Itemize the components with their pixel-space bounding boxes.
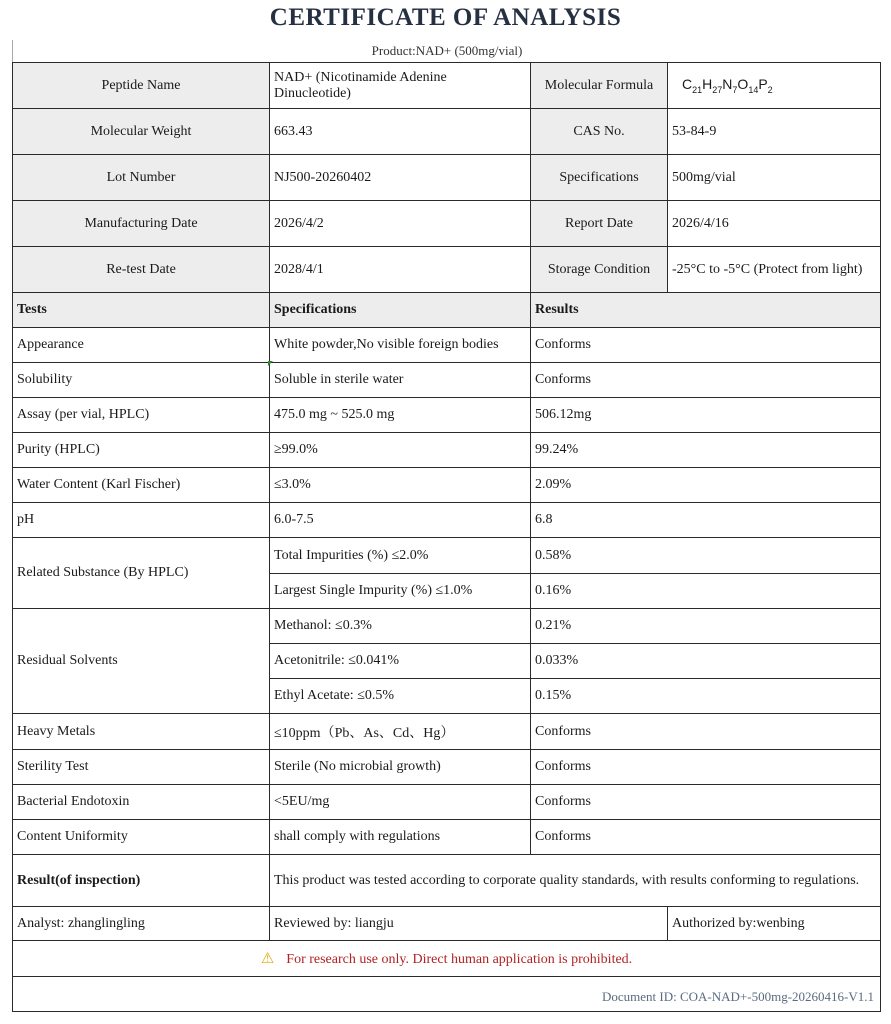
test-spec: Sterile (No microbial growth) [270,750,531,785]
test-name: Appearance [13,328,270,363]
retest-date-value: 2028/4/1 [270,247,531,293]
related-substance-name: Related Substance (By HPLC) [13,538,270,609]
test-spec: <5EU/mg [270,785,531,820]
test-spec: Total Impurities (%) ≤2.0% [270,538,531,574]
report-date-value: 2026/4/16 [668,201,881,247]
test-spec: 475.0 mg ~ 525.0 mg [270,398,531,433]
signatures-row [13,907,881,941]
test-result: Conforms [531,363,881,398]
manufacturing-date-label: Manufacturing Date [13,201,270,247]
test-name: Purity (HPLC) [13,433,270,468]
results-header: Results [531,293,881,328]
test-spec: shall comply with regulations [270,820,531,855]
test-result: 99.24% [531,433,881,468]
test-spec: 6.0-7.5 [270,503,531,538]
storage-condition-label: Storage Condition [531,247,668,293]
result-inspection-label: Result(of inspection) [13,855,270,907]
table-row [13,750,881,785]
warning-triangle-icon: ⚠ [260,951,275,967]
test-result: Conforms [531,785,881,820]
lot-number-value: NJ500-20260402 [270,155,531,201]
specifications-label: Specifications [531,155,668,201]
test-result: Conforms [531,750,881,785]
test-result: 506.12mg [531,398,881,433]
product-subtitle: Product:NAD+ (500mg/vial) [12,40,881,62]
retest-date-label: Re-test Date [13,247,270,293]
test-name: pH [13,503,270,538]
test-result: 6.8 [531,503,881,538]
test-result: 2.09% [531,468,881,503]
test-result: 0.033% [531,644,881,679]
specifications-value: 500mg/vial [668,155,881,201]
reviewed-signature: Reviewed by: liangju [270,907,668,941]
table-row [13,609,881,644]
authorized-signature: Authorized by:wenbing [668,907,881,941]
table-row [13,328,881,363]
row-manufacturing-date [13,201,881,247]
test-spec: ≤3.0% [270,468,531,503]
molecular-weight-label: Molecular Weight [13,109,270,155]
table-row [13,363,881,398]
tests-header: Tests [13,293,270,328]
document-id-row [13,977,881,1012]
molecular-weight-value: 663.43 [270,109,531,155]
test-result: 0.16% [531,574,881,609]
result-inspection-row [13,855,881,907]
molecular-formula-label: Molecular Formula [531,63,668,109]
test-result: 0.21% [531,609,881,644]
peptide-name-label: Peptide Name [13,63,270,109]
test-result: Conforms [531,820,881,855]
coa-table [12,62,881,1012]
test-spec: White powder,No visible foreign bodies [270,328,531,363]
cas-label: CAS No. [531,109,668,155]
result-inspection-text: This product was tested according to corporate quality standards, with results conforming to regulations. [270,855,881,907]
warning-row [13,941,881,977]
test-name: Heavy Metals [13,714,270,750]
peptide-name-value: NAD+ (Nicotinamide Adenine Dinucleotide) [270,63,531,109]
test-spec: Methanol: ≤0.3% [270,609,531,644]
table-row [13,785,881,820]
test-name: Assay (per vial, HPLC) [13,398,270,433]
analyst-signature: Analyst: zhanglingling [13,907,270,941]
warning-banner [13,941,881,977]
test-spec: ≥99.0% [270,433,531,468]
report-date-label: Report Date [531,201,668,247]
document-id: Document ID: COA-NAD+-500mg-20260416-V1.1 [13,977,881,1012]
test-result: 0.58% [531,538,881,574]
test-result: Conforms [531,714,881,750]
lot-number-label: Lot Number [13,155,270,201]
test-spec: Soluble in sterile water [270,363,531,398]
table-row [13,398,881,433]
table-row [13,820,881,855]
table-row [13,503,881,538]
table-row [13,433,881,468]
residual-solvents-name: Residual Solvents [13,609,270,714]
manufacturing-date-value: 2026/4/2 [270,201,531,247]
test-result: 0.15% [531,679,881,714]
warning-text: For research use only. Direct human application is prohibited. [286,952,633,967]
specifications-header: Specifications [270,293,531,328]
table-row [13,538,881,574]
cell-comment-marker-icon [268,361,273,366]
row-retest-date [13,247,881,293]
table-row [13,468,881,503]
test-name: Content Uniformity [13,820,270,855]
tests-header-row [13,293,881,328]
test-spec: ≤10ppm（Pb、As、Cd、Hg） [270,714,531,750]
test-spec: Largest Single Impurity (%) ≤1.0% [270,574,531,609]
page-title: CERTIFICATE OF ANALYSIS [269,4,622,31]
test-spec: Acetonitrile: ≤0.041% [270,644,531,679]
storage-condition-value: -25°C to -5°C (Protect from light) [668,247,881,293]
molecular-formula-value: $C_{21}H_{27}N_7O_{14}P_2$ [668,63,881,109]
row-peptide-name [13,63,881,109]
row-lot-number [13,155,881,201]
table-row [13,714,881,750]
test-name: Bacterial Endotoxin [13,785,270,820]
test-result: Conforms [531,328,881,363]
test-name: Sterility Test [13,750,270,785]
test-spec: Ethyl Acetate: ≤0.5% [270,679,531,714]
test-name: Solubility [13,363,270,398]
test-name: Water Content (Karl Fischer) [13,468,270,503]
row-molecular-weight [13,109,881,155]
cas-value: 53-84-9 [668,109,881,155]
